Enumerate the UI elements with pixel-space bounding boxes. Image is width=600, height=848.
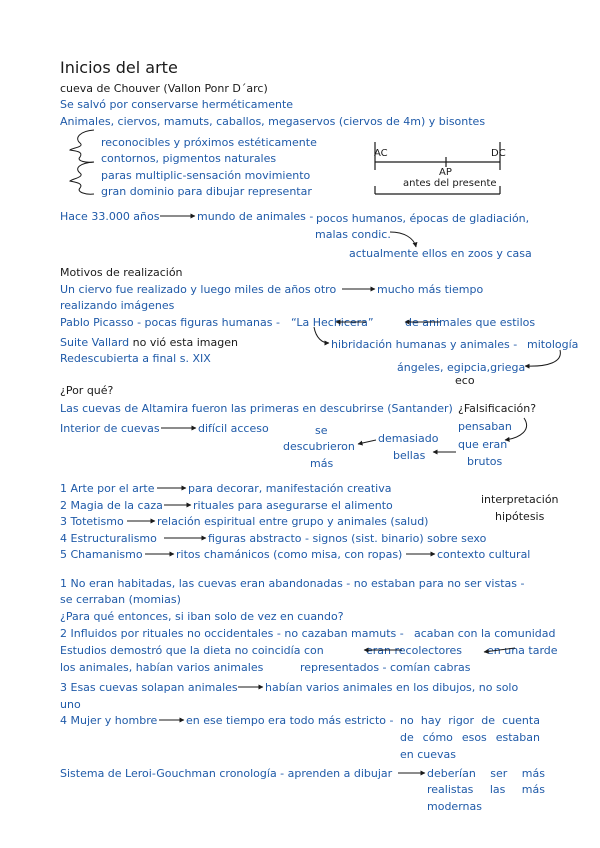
estudios-line2b: representados - comían cabras bbox=[300, 661, 471, 674]
word: esos bbox=[461, 731, 487, 744]
que-eran: que eran bbox=[458, 438, 508, 451]
hace-mid: mundo de animales - bbox=[197, 210, 314, 223]
hechicera: “La Hechicera” bbox=[291, 316, 374, 329]
word: realistas bbox=[427, 783, 474, 796]
arrow-icon bbox=[390, 232, 416, 247]
teoria-left: 5 Chamanismo bbox=[60, 548, 143, 561]
timeline-note: antes del presente bbox=[403, 178, 497, 189]
vallard-line bbox=[60, 336, 238, 349]
eco: eco bbox=[455, 374, 475, 387]
sistema-words-2 bbox=[427, 783, 545, 796]
word: rigor bbox=[448, 714, 475, 727]
teoria-right: para decorar, manifestación creativa bbox=[188, 482, 392, 495]
se: se bbox=[315, 424, 328, 437]
interior-line: Interior de cuevas bbox=[60, 422, 160, 435]
bellas: bellas bbox=[393, 449, 426, 462]
p1-line: 1 No eran habitadas, las cuevas eran abandonadas - no estaban para no ser vistas - bbox=[60, 577, 525, 590]
vallard-title: Suite Vallard bbox=[60, 336, 130, 349]
hechicera-right: de animales que estilos bbox=[405, 316, 536, 329]
chouver-line: cueva de Chouver (Vallon Ponr D´arc) bbox=[60, 82, 268, 95]
teoria-right: rituales para asegurarse el alimento bbox=[193, 499, 393, 512]
porque-heading: ¿Por qué? bbox=[60, 384, 114, 397]
timeline-dc: DC bbox=[491, 148, 506, 159]
p3-right: habían varios animales en los dibujos, no solo bbox=[265, 681, 519, 694]
redescubierta: Redescubierta a final s. XIX bbox=[60, 352, 211, 365]
hipotesis: hipótesis bbox=[495, 510, 545, 523]
word: ser bbox=[490, 767, 508, 780]
p4-words-2 bbox=[400, 731, 540, 744]
sistema-words-3: modernas bbox=[427, 800, 482, 813]
motivos-heading: Motivos de realización bbox=[60, 266, 183, 279]
brace-item: reconocibles y próximos estéticamente bbox=[101, 136, 317, 149]
hibridacion: hibridación humanas y animales - bbox=[331, 338, 518, 351]
vallard-note: no vió esta imagen bbox=[132, 336, 238, 349]
word: estaban bbox=[495, 731, 540, 744]
salvo-line: Se salvó por conservarse herméticamente bbox=[60, 98, 294, 111]
arrow-icon bbox=[525, 350, 560, 366]
teoria-right2: contexto cultural bbox=[437, 548, 531, 561]
word: las bbox=[489, 783, 506, 796]
falsificacion: ¿Falsificación? bbox=[458, 402, 537, 415]
dificil-acceso: difícil acceso bbox=[198, 422, 269, 435]
timeline-ac: AC bbox=[374, 148, 388, 159]
ciervo-right: mucho más tiempo bbox=[377, 283, 484, 296]
p4-line: 4 Mujer y hombre bbox=[60, 714, 158, 727]
sistema-words-1 bbox=[427, 767, 545, 780]
brace-curl-icon bbox=[70, 130, 94, 162]
arrow-icon bbox=[358, 440, 376, 444]
teoria-left: 2 Magia de la caza bbox=[60, 499, 163, 512]
word: cómo bbox=[422, 731, 453, 744]
brace-item: gran dominio para dibujar representar bbox=[101, 185, 312, 198]
brace-item: paras multiplic-sensación movimiento bbox=[101, 169, 311, 182]
brutos: brutos bbox=[467, 455, 503, 468]
page-title: Inicios del arte bbox=[60, 58, 178, 77]
ciervo-line: Un ciervo fue realizado y luego miles de años otro bbox=[60, 283, 337, 296]
arrow-icon bbox=[314, 327, 329, 343]
word: no bbox=[400, 714, 414, 727]
word: de bbox=[400, 731, 414, 744]
timeline-ap: AP bbox=[439, 167, 452, 178]
picasso-line: Pablo Picasso - pocas figuras humanas - bbox=[60, 316, 280, 329]
hace-right: pocos humanos, épocas de gladiación, bbox=[316, 212, 530, 225]
p1-line2: se cerraban (momias) bbox=[60, 593, 181, 606]
p4-words-1 bbox=[400, 714, 540, 727]
p2-line: 2 Influidos por rituales no occidentales - no cazaban mamuts - bbox=[60, 627, 404, 640]
animales-line: Animales, ciervos, mamuts, caballos, megaservos (ciervos de 4m) y bisontes bbox=[60, 115, 486, 128]
teoria-right: figuras abstracto - signos (sist. binario) sobre sexo bbox=[208, 532, 487, 545]
estudios-right: eran recolectores bbox=[366, 644, 463, 657]
word: hay bbox=[420, 714, 442, 727]
word: más bbox=[521, 783, 545, 796]
altamira-line: Las cuevas de Altamira fueron las primeras en descubrirse (Santander) bbox=[60, 402, 453, 415]
word: de bbox=[481, 714, 495, 727]
teoria-left: 4 Estructuralismo bbox=[60, 532, 157, 545]
demasiado: demasiado bbox=[378, 432, 439, 445]
p4-right: en ese tiempo era todo más estricto - bbox=[186, 714, 394, 727]
angeles: ángeles, egipcia,griega bbox=[397, 361, 526, 374]
p4-words-3: en cuevas bbox=[400, 748, 457, 761]
pensaban: pensaban bbox=[458, 420, 512, 433]
word: cuenta bbox=[502, 714, 540, 727]
word: deberían bbox=[427, 767, 476, 780]
question-line: ¿Para qué entonces, si iban solo de vez en cuando? bbox=[60, 610, 344, 623]
hace-right2: malas condic. bbox=[315, 228, 391, 241]
estudios-right2: en una tarde bbox=[487, 644, 558, 657]
teoria-right: ritos chamánicos (como misa, con ropas) bbox=[176, 548, 403, 561]
mas: más bbox=[310, 457, 334, 470]
word: más bbox=[521, 767, 545, 780]
teoria-right: relación espiritual entre grupo y animales (salud) bbox=[157, 515, 429, 528]
hace-right3: actualmente ellos en zoos y casa bbox=[349, 247, 532, 260]
teoria-left: 3 Totetismo bbox=[60, 515, 124, 528]
descubrieron: descubrieron bbox=[283, 440, 355, 453]
brace-curl-icon bbox=[70, 162, 94, 194]
p3-line: 3 Esas cuevas solapan animales bbox=[60, 681, 238, 694]
estudios-line: Estudios demostró que la dieta no coincidía con bbox=[60, 644, 324, 657]
teoria-left: 1 Arte por el arte bbox=[60, 482, 155, 495]
p2-right: acaban con la comunidad bbox=[414, 627, 556, 640]
brace-item: contornos, pigmentos naturales bbox=[101, 152, 277, 165]
hace-left: Hace 33.000 años bbox=[60, 210, 160, 223]
brace-curves bbox=[70, 130, 94, 194]
sistema-line: Sistema de Leroi-Gouchman cronología - aprenden a dibujar bbox=[60, 767, 393, 780]
mitologia: mitología bbox=[527, 338, 579, 351]
estudios-line2: los animales, habían varios animales bbox=[60, 661, 264, 674]
interpretacion: interpretación bbox=[481, 493, 559, 506]
p3-line2: uno bbox=[60, 698, 81, 711]
ciervo-line2: realizando imágenes bbox=[60, 299, 175, 312]
